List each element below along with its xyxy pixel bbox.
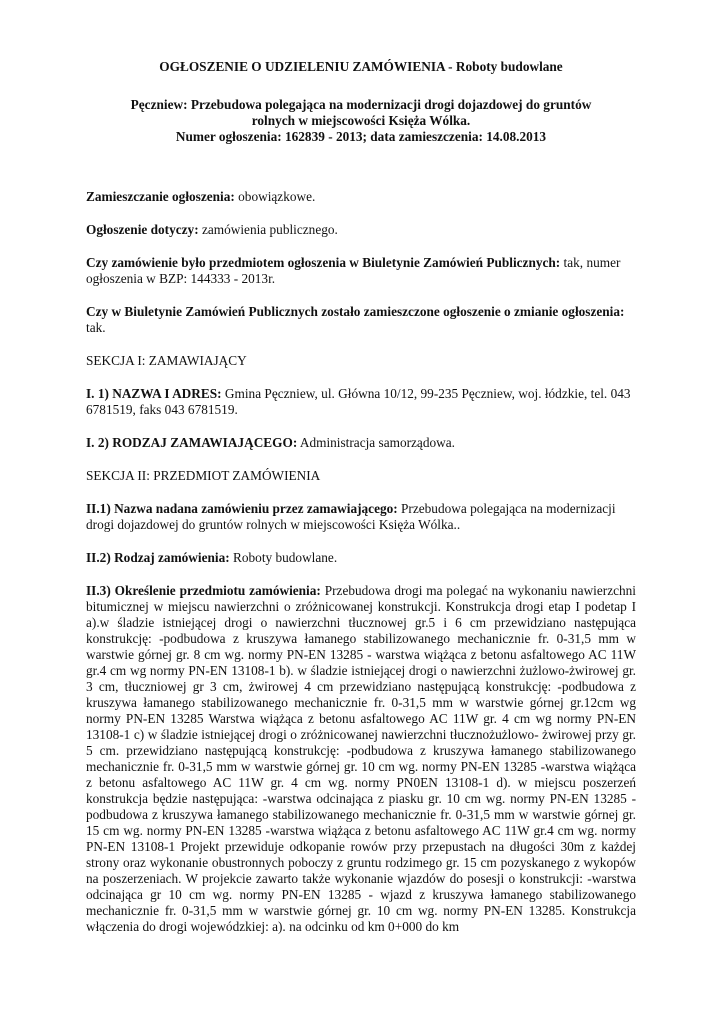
field-label: II.2) Rodzaj zamówienia: [86, 550, 230, 565]
field-zmiana [86, 304, 636, 336]
field-label: Czy zamówienie było przedmiotem ogłoszenia w Biuletynie Zamówień Publicznych: [86, 255, 561, 270]
field-label: II.3) Określenie przedmiotu zamówienia: [86, 583, 321, 598]
field-value: Roboty budowlane. [233, 550, 338, 565]
field-zamieszczanie [86, 189, 636, 205]
field-dotyczy [86, 222, 636, 238]
page-title: OGŁOSZENIE O UDZIELENIU ZAMÓWIENIA - Roboty budowlane [159, 59, 563, 74]
section-1-heading: SEKCJA I: ZAMAWIAJĄCY [86, 353, 247, 368]
field-i1-address [86, 386, 636, 418]
field-label: Czy w Biuletynie Zamówień Publicznych zostało zamieszczone ogłoszenie o zmianie ogłoszenia: [86, 304, 625, 319]
field-value: Przebudowa polegająca na modernizacji drogi dojazdowej do gruntów rolnych w miejscowości Księża Wólka.. [86, 501, 616, 532]
field-ii1-name [86, 501, 636, 533]
field-value: Gmina Pęczniew, ul. Główna 10/12, 99-235 Pęczniew, woj. łódzkie, tel. 043 6781519, faks 043 6781519. [86, 386, 631, 417]
field-value: Przebudowa drogi ma polegać na wykonaniu nawierzchni bitumicznej w miejscu nawierzchni o zróżnicowanej konstrukcji. Konstrukcja drogi etap I podetap I a).w śladzie istniejącej drogi o nawierzchni tłucznowej gr.5 i 6 cm przewidziano następująca konstrukcję: -podbudowa z kruszywa łamanego stabilizowanego mechanicznie fr. 0-31,5 mm w warstwie górnej gr. 8 cm wg. normy PN-EN 13285 - warstwa wiążąca z betonu asfaltowego AC 11W gr.4 cm wg normy PN-EN 13108-1 b). w śladzie istniejącej drogi o nawierzchni żużlowo-żwirowej gr. 3 cm, tłuczniowej gr 3 cm, żwirowej 4 cm przewidziano następującą konstrukcję: -podbudowa z kruszywa łamanego stabilizowanego mechanicznie fr. 0-31,5 mm w warstwie górnej gr.12cm wg normy PN-EN 13285 Warstwa wiążąca z betonu asfaltowego AC 11W gr. 4 cm wg normy PN-EN 13108-1 c) w śladzie istniejącej drogi o zróżnicowanej nawierzchni tłucznożużlowo- żwirowej przy gr. 5 cm. przewidziano następującą konstrukcję: -podbudowa z kruszywa łamanego stabilizowanego mechanicznie fr. 0-31,5 mm w warstwie górnej gr. 10 cm wg. normy PN-EN 13285 -warstwa wiążąca z betonu asfaltowego AC 11W gr. 4 cm wg. normy PN0EN 13108-1 d). w miejscu poszerzeń konstrukcja będzie następująca: -warstwa odcinająca z piasku gr. 10 cm wg. normy PN-EN 13285 -podbudowa z kruszywa łamanego stabilizowanego mechanicznie fr. 0-31,5 mm w warstwie górnej gr. 15 cm wg. normy PN-EN 13285 -warstwa wiążąca z betonu asfaltowego AC 11W gr.4 cm wg. normy PN-EN 13108-1 Projekt przewiduje odkopanie rowów przy przepustach na długości 30m z każdej strony oraz wykonanie obustronnych poboczy z gruntu rodzimego gr. 15 cm pozyskanego z wykopów na poszerzeniach. W projekcie zawarto także wykonanie wjazdów do posesji o konstrukcji: -warstwa odcinająca gr 10 cm wg. normy PN-EN 13285 - wjazd z kruszywa łamanego stabilizowanego mechanicznie fr. 0-31,5 mm w warstwie górnej gr. 10 cm wg. normy PN-EN 13285. Konstrukcja włączenia do drogi wojewódzkiej: a). na odcinku od km 0+000 do km [86, 583, 636, 934]
section-2-heading: SEKCJA II: PRZEDMIOT ZAMÓWIENIA [86, 468, 321, 483]
field-i2-type [86, 435, 636, 451]
field-label: I. 2) RODZAJ ZAMAWIAJĄCEGO: [86, 435, 298, 450]
field-label: I. 1) NAZWA I ADRES: [86, 386, 222, 401]
subtitle-line-1: Pęczniew: Przebudowa polegająca na modernizacji drogi dojazdowej do gruntów [130, 97, 592, 112]
notice-subtitle [86, 97, 636, 145]
subtitle-line-2: rolnych w miejscowości Księża Wólka. [251, 113, 471, 128]
field-value: zamówienia publicznego. [201, 222, 338, 237]
field-ii3-description [86, 583, 636, 935]
field-ii2-kind [86, 550, 636, 566]
notice-number-line: Numer ogłoszenia: 162839 - 2013; data zamieszczenia: 14.08.2013 [175, 129, 547, 144]
field-biuletyn [86, 255, 636, 287]
field-value: tak. [86, 320, 106, 335]
field-value: Administracja samorządowa. [299, 435, 455, 450]
field-label: Zamieszczanie ogłoszenia: [86, 189, 235, 204]
field-value: obowiązkowe. [238, 189, 316, 204]
field-label: II.1) Nazwa nadana zamówieniu przez zamawiającego: [86, 501, 398, 516]
field-label: Ogłoszenie dotyczy: [86, 222, 199, 237]
field-value: tak, numer ogłoszenia w BZP: 144333 - 2013r. [86, 255, 621, 286]
